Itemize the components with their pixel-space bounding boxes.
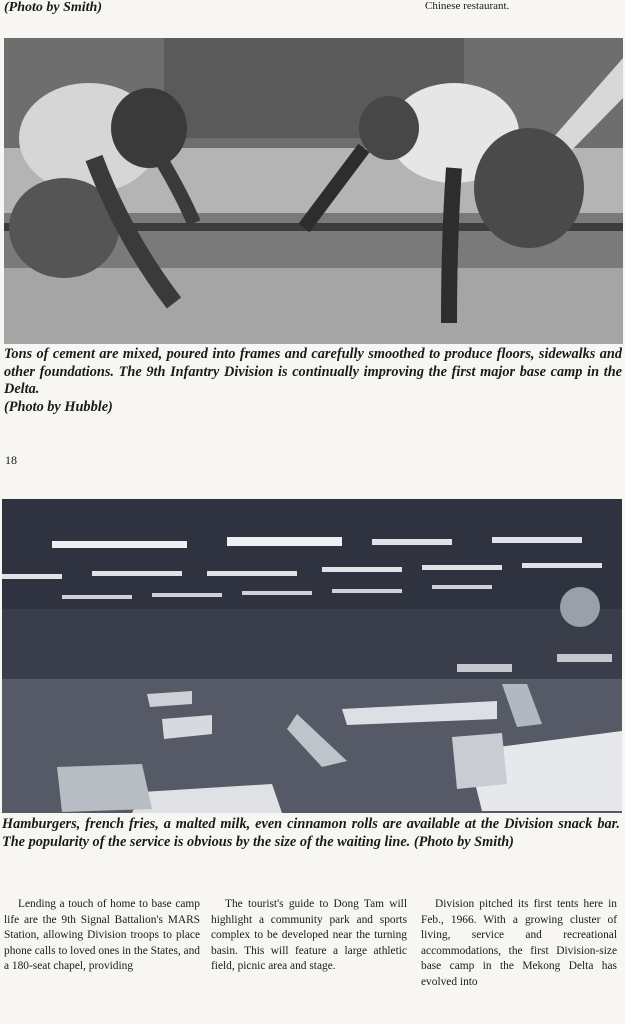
snack-bar-photo [2, 499, 622, 813]
photo1-caption [4, 346, 622, 416]
article-column-1: Lending a touch of home to base camp life are the 9th Signal Battalion's MARS Station, allowing Division troops to place phone calls to loved ones in the States, and a 180-seat chapel, providing [4, 898, 200, 972]
previous-text-fragment: Chinese restaurant. [425, 0, 510, 12]
page-number: 18 [5, 453, 17, 467]
article-column-3: Division pitched its first tents here in Feb., 1966. With a growing cluster of living, service and recreational accommodations, the first Division-size base camp in the Mekong Delta has evolved into [421, 898, 617, 988]
photo1-caption-text: Tons of cement are mixed, poured into frames and carefully smoothed to produce floors, sidewalks and other foundations. The 9th Infantry Division is continually improving the first major base camp in the Delta. [4, 346, 622, 397]
cement-work-photo [4, 38, 623, 344]
photo1-credit: (Photo by Hubble) [4, 398, 113, 415]
article-column-2: The tourist's guide to Dong Tam will highlight a community park and sports complex to be developed near the turning basin. This will feature a large athletic field, picnic area and stage. [211, 898, 407, 972]
previous-photo-credit: (Photo by Smith) [4, 0, 103, 15]
photo2-caption [2, 816, 620, 851]
photo2-caption-text: Hamburgers, french fries, a malted milk, even cinnamon rolls are available at the Division snack bar. The popularity of the service is obvious by the size of the waiting line. (Photo by Smith) [2, 816, 620, 850]
